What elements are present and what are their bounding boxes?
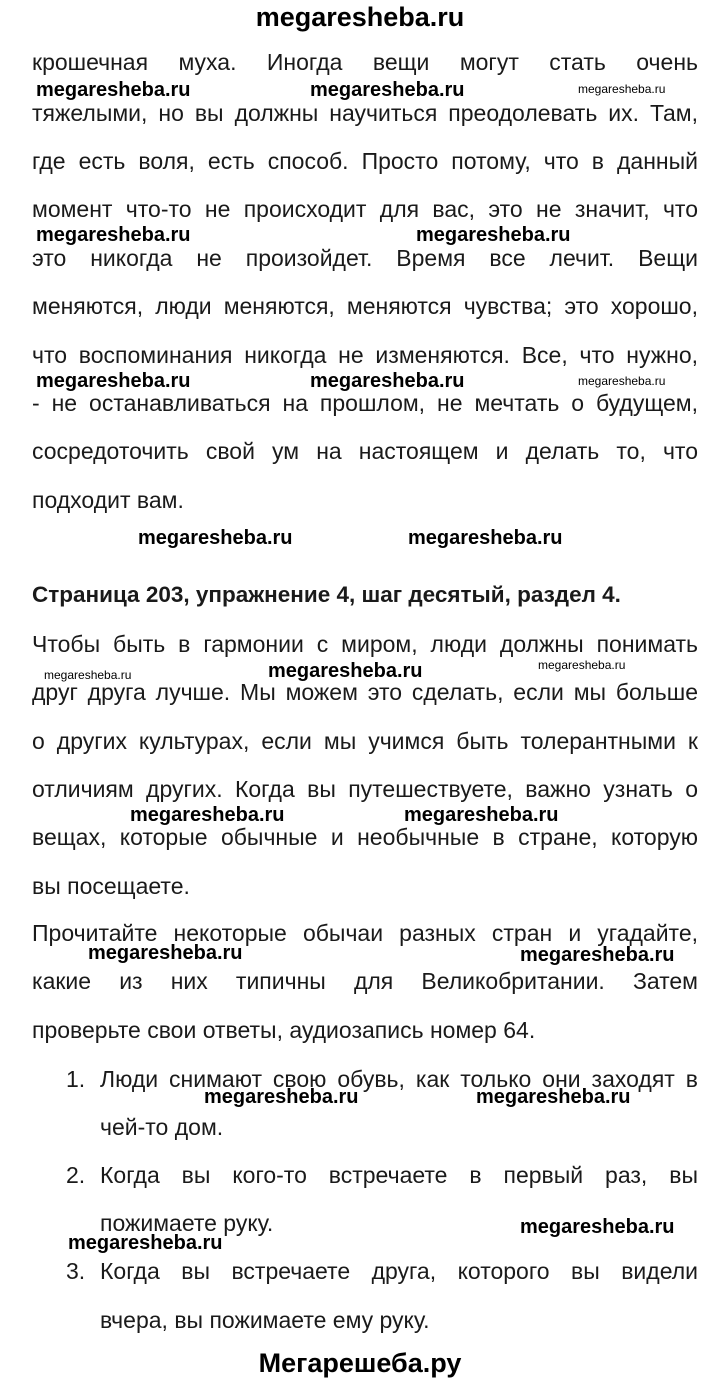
site-footer: Мегарешеба.ру — [258, 1348, 462, 1378]
watermark: megaresheba.ru — [36, 370, 191, 392]
watermark: megaresheba.ru — [130, 804, 285, 826]
watermark: megaresheba.ru — [36, 79, 191, 101]
watermark: megaresheba.ru — [578, 82, 666, 96]
paragraph-line: друг друга лучше. Мы можем это сделать, если мы больше — [32, 679, 698, 705]
watermark: megaresheba.ru — [268, 660, 423, 682]
paragraph-line: где есть воля, есть способ. Просто потому, что в данный — [32, 148, 698, 174]
watermark: megaresheba.ru — [310, 79, 465, 101]
watermark: megaresheba.ru — [520, 944, 675, 966]
list-item-line: чей-то дом. — [100, 1114, 224, 1140]
list-item-line: вчера, вы пожимаете ему руку. — [100, 1307, 430, 1333]
watermark: megaresheba.ru — [138, 527, 293, 549]
paragraph-line: вы посещаете. — [32, 873, 190, 899]
watermark: megaresheba.ru — [578, 374, 666, 388]
watermark: megaresheba.ru — [416, 224, 571, 246]
list-item-line: Когда вы встречаете друга, которого вы видели — [100, 1258, 698, 1284]
list-item-line: Когда вы кого-то встречаете в первый раз, вы — [100, 1162, 698, 1188]
paragraph-line: Прочитайте некоторые обычаи разных стран и угадайте, — [32, 920, 698, 946]
watermark: megaresheba.ru — [404, 804, 559, 826]
watermark: megaresheba.ru — [408, 527, 563, 549]
paragraph-line: Чтобы быть в гармонии с миром, люди должны понимать — [32, 631, 698, 657]
watermark: megaresheba.ru — [204, 1086, 359, 1108]
list-item-line: Люди снимают свою обувь, как только они заходят в — [100, 1066, 698, 1092]
paragraph-line: что воспоминания никогда не изменяются. Все, что нужно, — [32, 342, 698, 368]
paragraph-line: проверьте свои ответы, аудиозапись номер 64. — [32, 1017, 536, 1043]
paragraph-line: вещах, которые обычные и необычные в стране, которую — [32, 824, 698, 850]
paragraph-line: момент что-то не происходит для вас, это не значит, что — [32, 196, 698, 222]
paragraph-line: подходит вам. — [32, 487, 184, 513]
section-heading: Страница 203, упражнение 4, шаг десятый, раздел 4. — [32, 582, 621, 607]
paragraph-line: о других культурах, если мы учимся быть толерантными к — [32, 728, 698, 754]
watermark: megaresheba.ru — [44, 668, 132, 682]
site-header: megaresheba.ru — [255, 2, 465, 32]
paragraph-line: сосредоточить свой ум на настоящем и делать то, что — [32, 438, 698, 464]
list-item-number: 1. — [66, 1066, 86, 1092]
watermark: megaresheba.ru — [520, 1216, 675, 1238]
watermark: megaresheba.ru — [36, 224, 191, 246]
paragraph-line: какие из них типичны для Великобритании. Затем — [32, 968, 698, 994]
paragraph-line: тяжелыми, но вы должны научиться преодолевать их. Там, — [32, 100, 698, 126]
paragraph-line: отличиям других. Когда вы путешествуете, важно узнать о — [32, 776, 698, 802]
paragraph-line: крошечная муха. Иногда вещи могут стать очень — [32, 49, 698, 75]
list-item-line: пожимаете руку. — [100, 1210, 274, 1236]
list-item-number: 2. — [66, 1162, 86, 1188]
paragraph-line: это никогда не произойдет. Время все лечит. Вещи — [32, 245, 698, 271]
paragraph-line: меняются, люди меняются, меняются чувства; это хорошо, — [32, 293, 698, 319]
list-item-number: 3. — [66, 1258, 86, 1284]
watermark: megaresheba.ru — [310, 370, 465, 392]
watermark: megaresheba.ru — [476, 1086, 631, 1108]
watermark: megaresheba.ru — [68, 1232, 223, 1254]
watermark: megaresheba.ru — [538, 658, 626, 672]
watermark: megaresheba.ru — [88, 942, 243, 964]
paragraph-line: - не останавливаться на прошлом, не мечтать о будущем, — [32, 390, 698, 416]
